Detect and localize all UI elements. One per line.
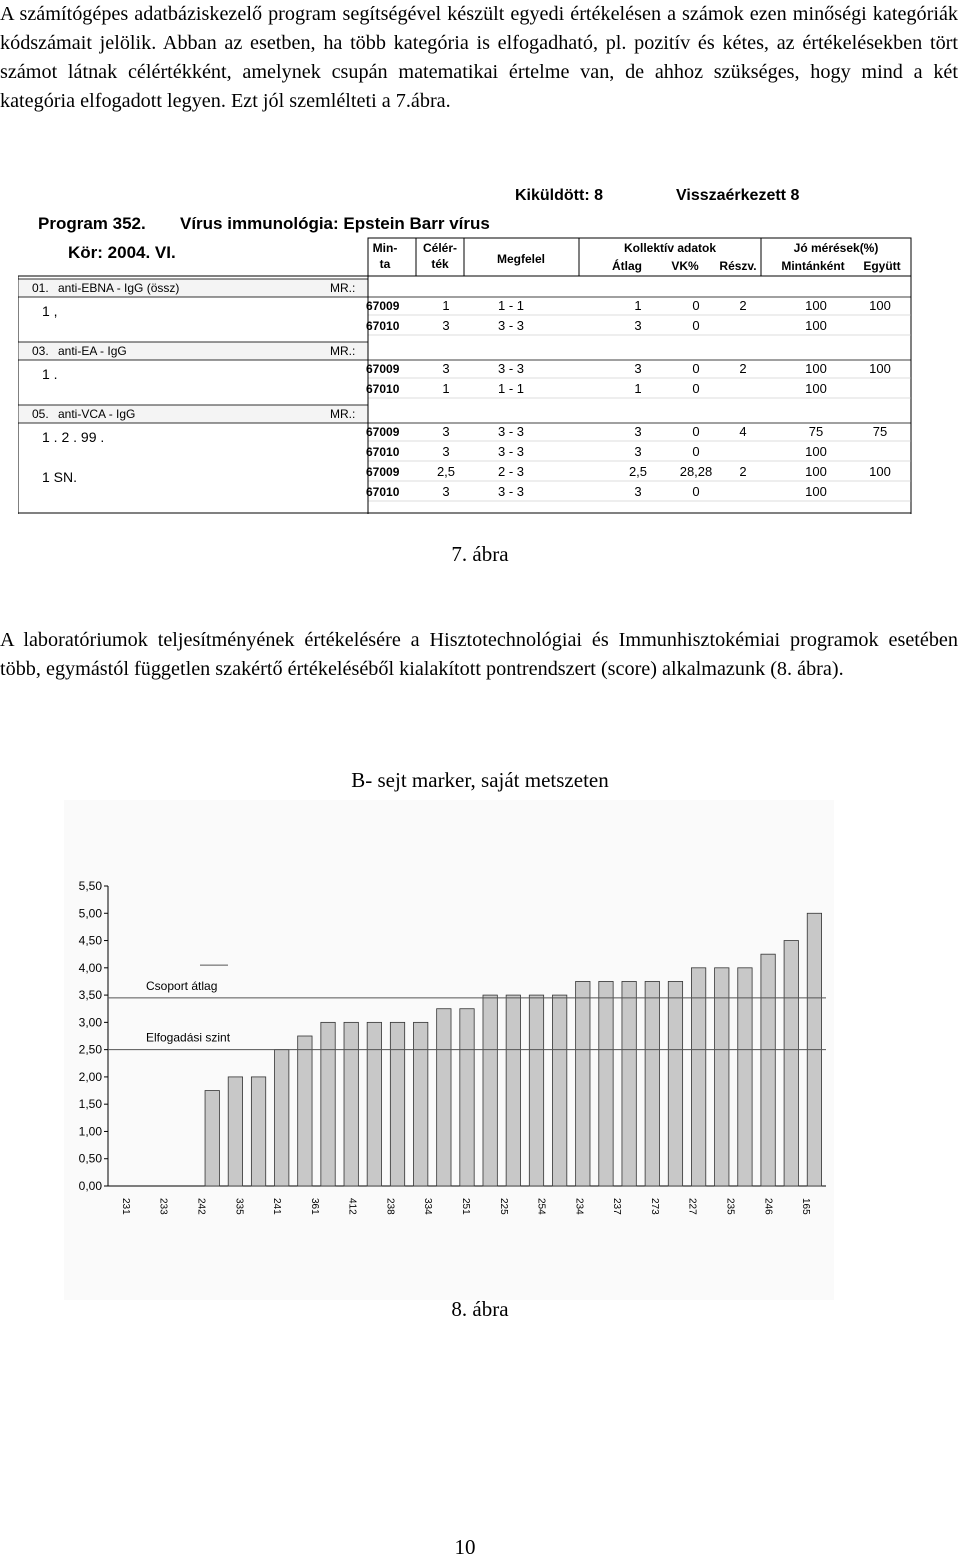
- row-together: 75: [872, 424, 888, 439]
- y-tick-label: 2,50: [78, 1042, 102, 1057]
- row-sample: 67010: [366, 485, 400, 499]
- group-code: 05.: [32, 407, 49, 421]
- figure-7-caption: 7. ábra: [451, 542, 509, 566]
- bar: [460, 1009, 474, 1186]
- bar: [784, 941, 798, 1186]
- program-topic: Vírus immunológia: Epstein Barr vírus: [180, 214, 490, 233]
- bar: [529, 995, 543, 1186]
- row-avg: 3: [634, 361, 642, 376]
- y-tick-label: 0,50: [78, 1151, 102, 1166]
- row-accepted: 3 - 3: [497, 361, 525, 376]
- bar: [738, 968, 752, 1186]
- row-sample: 67010: [366, 382, 400, 396]
- y-tick-label: 2,00: [78, 1069, 102, 1084]
- row-accepted: 3 - 3: [497, 484, 525, 499]
- bar: [390, 1022, 404, 1186]
- returned-count: Visszaérkezett 8: [676, 187, 800, 204]
- row-accepted: 3 - 3: [497, 424, 525, 439]
- y-tick-label: 3,00: [78, 1015, 102, 1030]
- figure-7-results-table: [18, 178, 913, 514]
- x-tick-label: 242: [195, 1198, 207, 1215]
- y-tick-label: 1,50: [78, 1097, 102, 1112]
- row-per-sample: 100: [805, 464, 827, 479]
- row-avg: 3: [634, 444, 642, 459]
- y-tick-label: 3,50: [78, 988, 102, 1003]
- bar: [367, 1022, 381, 1186]
- y-tick-label: 5,00: [78, 906, 102, 921]
- bar: [552, 995, 566, 1186]
- row-cv: 0: [692, 361, 700, 376]
- row-part: 2: [739, 298, 747, 313]
- row-accepted: 3 - 3: [497, 318, 525, 333]
- row-label: 1 .: [42, 366, 58, 382]
- row-per-sample: 100: [805, 318, 827, 333]
- header-per-sample: Mintánként: [781, 259, 845, 273]
- bar: [251, 1077, 265, 1186]
- group-name: anti-EA - IgG: [58, 344, 127, 358]
- group-name: anti-EBNA - IgG (össz): [58, 281, 180, 295]
- row-accepted: 2 - 3: [497, 464, 525, 479]
- row-target: 3: [442, 424, 450, 439]
- header-sample: ta: [379, 257, 391, 271]
- row-cv: 0: [692, 484, 700, 499]
- header-avg: Átlag: [612, 259, 642, 273]
- x-tick-label: 233: [157, 1198, 169, 1215]
- row-per-sample: 100: [805, 298, 827, 313]
- chart-title: B- sejt marker, saját metszeten: [351, 768, 609, 792]
- row-sample: 67010: [366, 445, 400, 459]
- bar: [576, 981, 590, 1186]
- bar: [275, 1050, 289, 1186]
- row-avg: 3: [634, 318, 642, 333]
- bar: [483, 995, 497, 1186]
- x-tick-label: 251: [460, 1198, 471, 1215]
- x-tick-label: 227: [686, 1198, 698, 1215]
- x-tick-label: 234: [573, 1198, 585, 1215]
- row-cv: 28,28: [679, 464, 713, 479]
- bar: [298, 1036, 312, 1186]
- x-tick-label: 254: [535, 1198, 547, 1215]
- header-sample: Min-: [372, 241, 398, 255]
- row-target: 3: [442, 318, 450, 333]
- bar: [228, 1077, 242, 1186]
- row-sample: 67010: [366, 319, 400, 333]
- row-together: 100: [869, 298, 891, 313]
- x-tick-label: 241: [271, 1198, 283, 1215]
- x-tick-label: 231: [119, 1198, 131, 1215]
- y-tick-label: 4,50: [78, 933, 102, 948]
- bar: [506, 995, 520, 1186]
- bar: [344, 1022, 358, 1186]
- row-avg: 3: [634, 484, 642, 499]
- intro-paragraph: A számítógépes adatbáziskezelő program segítségével készült egyedi értékelésen a számok ezen minőségi kategóriák kódszámait jelölik. Abban az esetben, ha több kategória is elfogadható, pl. pozitív és kétes, az értékelésekben tört számot látnak célértékként, amelynek csupán matematikai értelme van, de ahhoz szükséges, hogy mind a két kategória elfogadott legyen. Ezt jól szemlélteti a 7.ábra.: [0, 3, 958, 112]
- reference-line-label: Csoport átlag: [146, 978, 218, 993]
- row-avg: 3: [634, 424, 642, 439]
- figure-8-bar-chart: [64, 800, 834, 1300]
- row-cv: 0: [692, 318, 700, 333]
- header-target: Célér-: [422, 241, 458, 255]
- bar: [599, 981, 613, 1186]
- bar: [413, 1022, 427, 1186]
- row-per-sample: 100: [805, 484, 827, 499]
- scoring-paragraph: A laboratóriumok teljesítményének értékelésére a Hisztotechnológiai és Immunhisztokémiai programok esetében több, egymástól független szakértő értékeléséből kialakított pontrendszert (score) alkalmazunk (8. ábra).: [0, 629, 958, 680]
- header-cv: VK%: [671, 259, 699, 273]
- score-bar-chart: [64, 800, 834, 1300]
- x-tick-label: 238: [384, 1198, 396, 1215]
- bar: [205, 1091, 219, 1186]
- row-per-sample: 100: [805, 444, 827, 459]
- x-tick-label: 335: [233, 1198, 245, 1215]
- bar: [668, 981, 682, 1186]
- row-per-sample: 100: [805, 361, 827, 376]
- bar: [622, 981, 636, 1186]
- bar: [715, 968, 729, 1186]
- row-together: 100: [869, 464, 891, 479]
- row-target: 3: [442, 444, 450, 459]
- x-tick-label: 412: [346, 1198, 358, 1215]
- results-table-image: [18, 178, 913, 514]
- row-sample: 67009: [366, 465, 400, 479]
- x-tick-label: 237: [611, 1198, 623, 1215]
- row-cv: 0: [692, 381, 700, 396]
- row-target: 3: [442, 484, 450, 499]
- row-accepted: 3 - 3: [497, 444, 525, 459]
- figure-8-caption: 8. ábra: [451, 1297, 509, 1321]
- row-part: 2: [739, 361, 747, 376]
- x-tick-label: 246: [762, 1198, 774, 1215]
- sent-count: Kiküldött: 8: [515, 187, 603, 204]
- group-mr: MR.:: [330, 344, 356, 358]
- row-cv: 0: [692, 298, 700, 313]
- y-tick-label: 5,50: [78, 879, 102, 893]
- y-tick-label: 4,00: [78, 960, 102, 975]
- x-tick-label: 273: [648, 1198, 660, 1215]
- row-part: 2: [739, 464, 747, 479]
- row-part: 4: [739, 424, 747, 439]
- x-tick-label: 235: [724, 1198, 736, 1215]
- y-tick-label: 1,00: [78, 1124, 102, 1139]
- bar: [691, 968, 705, 1186]
- row-label: 1 SN.: [42, 469, 78, 485]
- header-together: Együtt: [863, 259, 901, 273]
- bar: [437, 1009, 451, 1186]
- header-target: ték: [431, 257, 449, 271]
- header-collective: Kollektív adatok: [623, 241, 717, 255]
- row-target: 1: [442, 298, 450, 313]
- group-mr: MR.:: [330, 281, 356, 295]
- x-tick-label: 165: [800, 1198, 812, 1215]
- row-label: 1 ,: [42, 303, 58, 319]
- row-accepted: 1 - 1: [497, 298, 525, 313]
- row-target: 1: [442, 381, 450, 396]
- row-sample: 67009: [366, 425, 400, 439]
- page-number: 10: [454, 1535, 476, 1559]
- row-sample: 67009: [366, 299, 400, 313]
- row-avg: 2,5: [628, 464, 648, 479]
- header-good: Jó mérések(%): [793, 241, 879, 255]
- row-label: 1 . 2 . 99 .: [42, 429, 105, 445]
- group-name: anti-VCA - IgG: [58, 407, 136, 421]
- program-label: Program 352.: [38, 214, 146, 233]
- round-label: Kör: 2004. VI.: [68, 243, 176, 262]
- x-tick-label: 225: [497, 1198, 509, 1215]
- header-accepted: Megfelel: [496, 252, 546, 266]
- row-per-sample: 100: [805, 381, 827, 396]
- group-code: 01.: [32, 281, 49, 295]
- header-part: Részv.: [719, 259, 757, 273]
- row-avg: 1: [634, 298, 642, 313]
- x-tick-label: 334: [422, 1198, 434, 1215]
- bar: [645, 981, 659, 1186]
- row-sample: 67009: [366, 362, 400, 376]
- bar: [321, 1022, 335, 1186]
- row-accepted: 1 - 1: [497, 381, 525, 396]
- row-cv: 0: [692, 444, 700, 459]
- y-tick-label: 0,00: [78, 1179, 102, 1193]
- row-avg: 1: [634, 381, 642, 396]
- x-tick-label: 361: [308, 1198, 320, 1215]
- row-target: 2,5: [436, 464, 456, 479]
- group-code: 03.: [32, 344, 49, 358]
- row-cv: 0: [692, 424, 700, 439]
- bar: [761, 954, 775, 1186]
- group-mr: MR.:: [330, 407, 356, 421]
- reference-line-label: Elfogadási szint: [146, 1030, 231, 1045]
- row-target: 3: [442, 361, 450, 376]
- row-per-sample: 75: [808, 424, 824, 439]
- row-together: 100: [869, 361, 891, 376]
